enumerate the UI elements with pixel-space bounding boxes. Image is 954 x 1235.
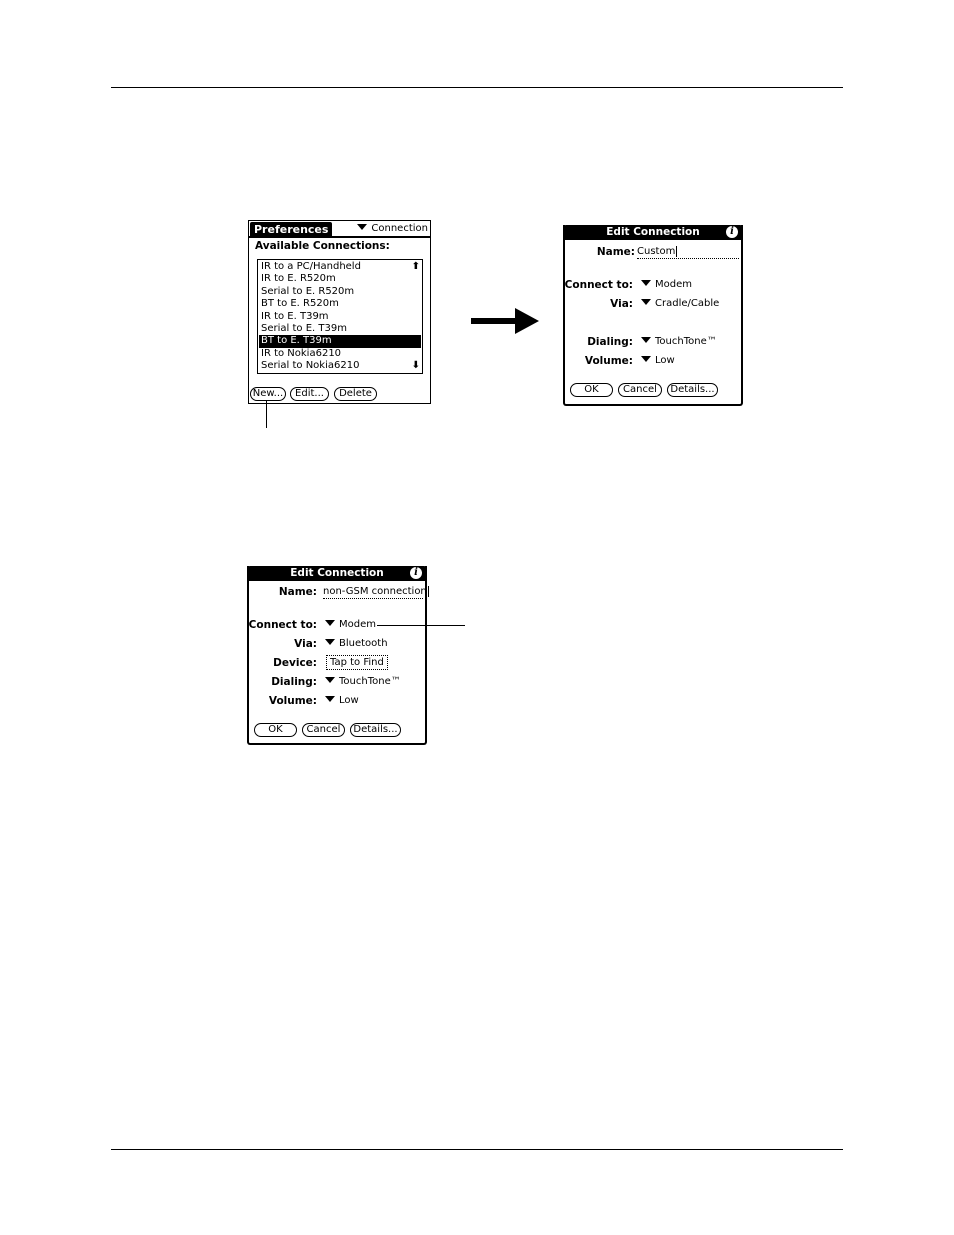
dialing-label: Dialing: [271, 676, 317, 688]
callout-line-connect-to [377, 625, 465, 626]
info-icon[interactable]: i [726, 226, 738, 238]
details-button[interactable]: Details... [667, 383, 718, 397]
device-label: Device: [273, 657, 317, 669]
edit-connection-dialog-2 [247, 566, 427, 745]
connect-to-label: Connect to: [248, 619, 317, 631]
chevron-down-icon [641, 337, 651, 343]
name-field[interactable] [323, 586, 427, 599]
name-value: Custom [637, 246, 676, 257]
bottom-rule [111, 1149, 843, 1150]
via-picker[interactable]: Bluetooth [325, 638, 388, 649]
volume-picker[interactable]: Low [325, 695, 359, 706]
list-item[interactable]: IR to Nokia6210 [261, 347, 342, 359]
dialog-titlebar [247, 566, 427, 581]
list-item-selected[interactable]: BT to E. T39m [259, 335, 421, 347]
chevron-down-icon [325, 696, 335, 702]
list-item[interactable]: Serial to E. T39m [261, 323, 347, 334]
chevron-down-icon [641, 280, 651, 286]
via-picker[interactable]: Cradle/Cable [641, 298, 719, 309]
connect-to-label: Connect to: [564, 279, 633, 291]
edit-connection-dialog-1 [563, 225, 743, 406]
chevron-down-icon [641, 299, 651, 305]
via-label: Via: [294, 638, 317, 650]
delete-button[interactable]: Delete [334, 387, 377, 401]
new-button[interactable]: New... [250, 387, 286, 401]
chevron-down-icon [357, 224, 367, 230]
ok-button[interactable]: OK [570, 383, 613, 397]
list-item[interactable]: IR to a PC/Handheld [261, 261, 361, 272]
preferences-title: Preferences [250, 222, 332, 237]
list-item[interactable]: Serial to E. R520m [261, 285, 355, 297]
edit-button[interactable]: Edit... [290, 387, 329, 401]
scroll-down-icon[interactable]: ⬇ [411, 360, 420, 371]
connections-list[interactable] [257, 259, 423, 374]
volume-label: Volume: [268, 695, 317, 707]
available-connections-label: Available Connections: [255, 240, 390, 252]
preferences-screen [248, 220, 431, 404]
volume-label: Volume: [584, 355, 633, 367]
dialog-titlebar [563, 225, 743, 240]
list-item[interactable]: IR to E. T39m [261, 310, 329, 322]
dialing-label: Dialing: [587, 336, 633, 348]
text-cursor [676, 246, 677, 257]
arrow-head-icon [515, 308, 539, 334]
dialog-title: Edit Connection [290, 567, 384, 579]
list-item[interactable]: BT to E. R520m [261, 298, 339, 310]
ok-button[interactable]: OK [254, 723, 297, 737]
arrow-right-icon [471, 318, 519, 324]
category-label: Connection [371, 223, 428, 234]
chevron-down-icon [325, 677, 335, 683]
scroll-up-icon[interactable]: ⬆ [411, 261, 420, 272]
name-label: Name: [278, 586, 317, 598]
chevron-down-icon [325, 620, 335, 626]
category-picker[interactable] [357, 223, 428, 235]
preferences-titlebar [249, 221, 430, 237]
via-label: Via: [610, 298, 633, 310]
device-selector[interactable]: Tap to Find [326, 655, 388, 670]
list-item[interactable]: Serial to Nokia6210 [261, 360, 360, 372]
details-button[interactable]: Details... [350, 723, 401, 737]
chevron-down-icon [641, 356, 651, 362]
connect-to-picker[interactable]: Modem [325, 619, 376, 630]
text-cursor [428, 586, 429, 597]
volume-picker[interactable]: Low [641, 355, 675, 366]
chevron-down-icon [325, 639, 335, 645]
cancel-button[interactable]: Cancel [302, 723, 345, 737]
name-label: Name: [596, 246, 635, 258]
info-icon[interactable]: i [410, 567, 422, 579]
title-underline [249, 236, 430, 238]
dialing-picker[interactable]: TouchTone™ [325, 676, 401, 687]
name-value: non-GSM connection [323, 586, 427, 597]
name-field[interactable] [637, 246, 739, 259]
connect-to-picker[interactable]: Modem [641, 279, 692, 290]
cancel-button[interactable]: Cancel [618, 383, 662, 397]
dialing-picker[interactable]: TouchTone™ [641, 336, 717, 347]
top-rule [111, 87, 843, 88]
dialog-title: Edit Connection [606, 226, 700, 238]
list-item[interactable]: IR to E. R520m [261, 273, 336, 285]
callout-line-new [266, 401, 267, 428]
